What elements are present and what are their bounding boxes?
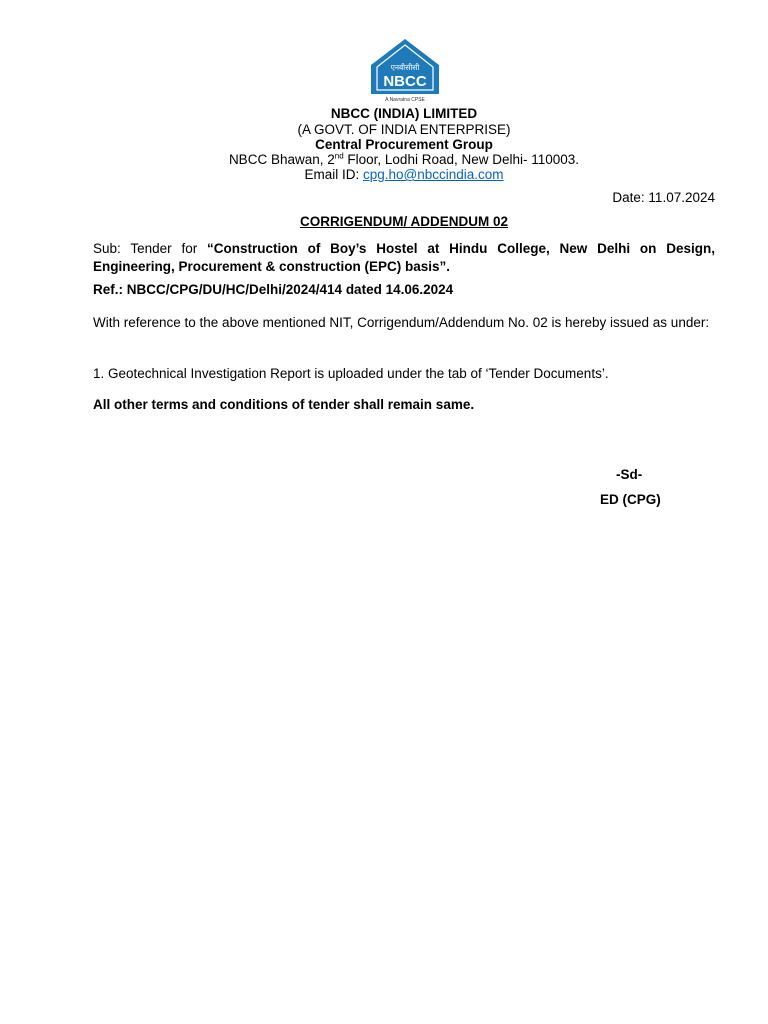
subject-text: “Construction of Boy’s Hostel at Hindu College, New Delhi on Design, Engineering, Procurement & construction (EPC) basis”. bbox=[93, 241, 716, 274]
logo-hindi-text: एनबीसीसी bbox=[390, 63, 420, 72]
nbcc-logo bbox=[369, 38, 441, 104]
logo-tagline: A Navratna CPSE bbox=[385, 97, 425, 103]
logo-brand-text: NBCC bbox=[383, 73, 427, 90]
signature-designation: ED (CPG) bbox=[600, 492, 661, 507]
enterprise-line: (A GOVT. OF INDIA ENTERPRISE) bbox=[297, 122, 511, 137]
email-line bbox=[93, 167, 715, 182]
list-item: 1. Geotechnical Investigation Report is uploaded under the tab of ‘Tender Documents’. bbox=[93, 366, 609, 381]
email-link[interactable]: cpg.ho@nbccindia.com bbox=[362, 167, 504, 182]
document-title: CORRIGENDUM/ ADDENDUM 02 bbox=[299, 214, 508, 229]
subject-prefix: Sub: Tender for bbox=[93, 241, 208, 256]
document-date: Date: 11.07.2024 bbox=[612, 190, 715, 205]
email-label: Email ID: bbox=[304, 167, 363, 182]
address-line bbox=[93, 152, 715, 167]
reference-line: Ref.: NBCC/CPG/DU/HC/Delhi/2024/414 dated 14.06.2024 bbox=[93, 282, 454, 297]
address-sup: nd bbox=[334, 151, 344, 161]
address-suffix: Floor, Lodhi Road, New Delhi- 110003. bbox=[343, 152, 580, 167]
intro-paragraph: With reference to the above mentioned NIT, Corrigendum/Addendum No. 02 is hereby issued as under: bbox=[93, 315, 710, 330]
signature-sd: -Sd- bbox=[616, 467, 643, 482]
procurement-group: Central Procurement Group bbox=[315, 137, 493, 152]
subject-paragraph bbox=[93, 240, 715, 276]
company-name: NBCC (INDIA) LIMITED bbox=[330, 106, 478, 121]
closing-statement: All other terms and conditions of tender shall remain same. bbox=[93, 397, 475, 412]
address-prefix: NBCC Bhawan, 2 bbox=[228, 152, 335, 167]
